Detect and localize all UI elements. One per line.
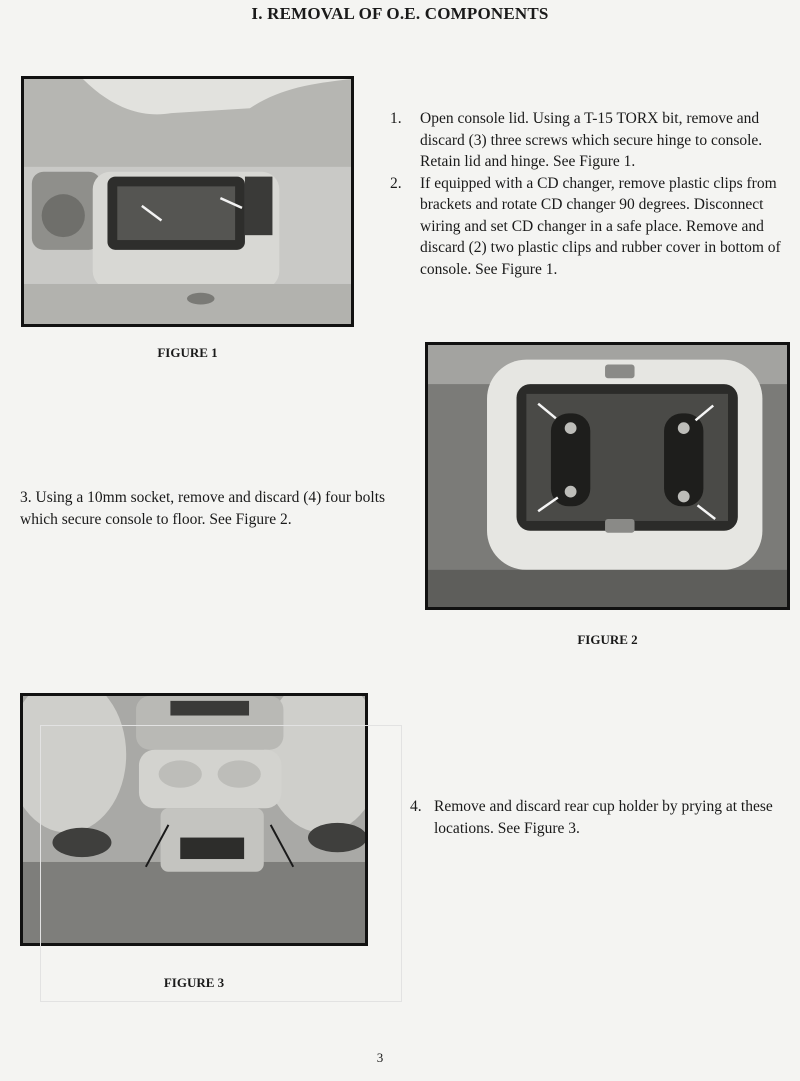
figure-2-caption: FIGURE 2	[577, 632, 638, 647]
page-heading: I. REMOVAL OF O.E. COMPONENTS	[251, 4, 549, 23]
step-4-block	[410, 796, 795, 839]
step-2-number: 2.	[390, 174, 402, 192]
step-3: 3. Using a 10mm socket, remove and discard (4) four bolts which secure console to floor. See Figure 2.	[20, 489, 386, 528]
figure-1-photo	[21, 76, 354, 327]
step-4	[410, 796, 795, 839]
figure-1-caption: FIGURE 1	[157, 345, 218, 360]
figure-3-caption: FIGURE 3	[163, 975, 225, 990]
step-1-text: Open console lid. Using a T-15 TORX bit, remove and discard (3) three screws which secure hinge to console. Retain lid and hinge. See Figure 1.	[420, 110, 763, 170]
page-number: 3	[376, 1050, 384, 1065]
step-2	[390, 173, 790, 281]
step-2-text: If equipped with a CD changer, remove plastic clips from brackets and rotate CD changer 90 degrees. Disconnect wiring and set CD changer in a safe place. Remove and discard (2) two plastic clips and rubber cover in bottom of console. See Figure 1.	[420, 174, 781, 278]
step-1	[390, 108, 790, 173]
step-1-number: 1.	[390, 110, 402, 127]
figure-2-photo	[425, 342, 790, 610]
steps-list	[390, 108, 790, 280]
step-4-text: Remove and discard rear cup holder by prying at these locations. See Figure 3.	[434, 798, 773, 837]
bleed-through-box	[40, 725, 402, 1002]
step-4-number: 4.	[410, 798, 422, 815]
